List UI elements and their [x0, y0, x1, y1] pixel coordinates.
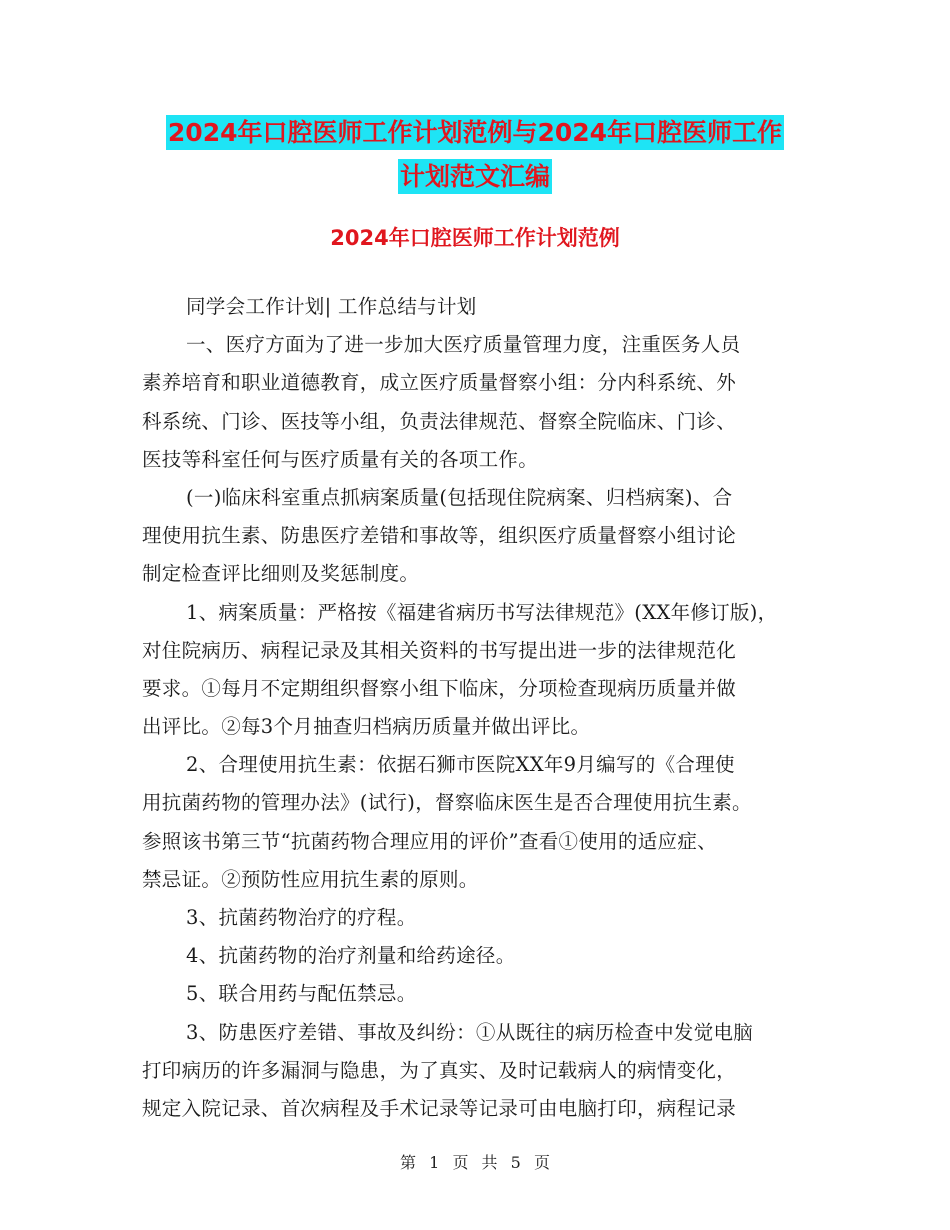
document-title-line-1: [0, 110, 950, 156]
footer-current-page: 1: [429, 1153, 440, 1172]
text-line: 出评比。②每3个月抽查归档病历质量并做出评比。: [142, 715, 591, 739]
text-line: 禁忌证。②预防性应用抗生素的原则。: [142, 867, 479, 891]
text-line: 同学会工作计划| 工作总结与计划: [186, 295, 477, 318]
text-line: 3、防患医疗差错、事故及纠纷：①从既往的病历检查中发觉电脑: [186, 1020, 754, 1044]
text-line: 2、合理使用抗生素：依据石狮市医院XX年9月编写的《合理使: [186, 753, 735, 777]
page-footer: [0, 1150, 950, 1173]
footer-prefix: 第: [400, 1153, 417, 1172]
text-line: 参照该书第三节“抗菌药物合理应用的评价”查看①使用的适应症、: [142, 829, 717, 853]
text-line: 3、抗菌药物治疗的疗程。: [186, 906, 417, 929]
text-line: 一、医疗方面为了进一步加大医疗质量管理力度，注重医务人员: [186, 333, 741, 357]
body-text: [142, 288, 822, 1128]
text-line: 理使用抗生素、防患医疗差错和事故等，组织医疗质量督察小组讨论: [142, 524, 737, 548]
text-line: 用抗菌药物的管理办法》(试行)，督察临床医生是否合理使用抗生素。: [142, 791, 752, 815]
footer-suffix: 页: [533, 1153, 550, 1172]
title-highlight-2: 计划范文汇编: [398, 159, 552, 194]
footer-total-pages: 5: [510, 1153, 521, 1172]
footer-page-word: 页: [452, 1153, 469, 1172]
text-line: 1、病案质量：严格按《福建省病历书写法律规范》(XX年修订版)，: [186, 600, 778, 624]
text-line: 规定入院记录、首次病程及手术记录等记录可由电脑打印，病程记录: [142, 1096, 737, 1120]
section-title: 2024年口腔医师工作计划范例: [330, 226, 620, 250]
text-line: 医技等科室任何与医疗质量有关的各项工作。: [142, 447, 539, 471]
text-line: 科系统、门诊、医技等小组，负责法律规范、督察全院临床、门诊、: [142, 409, 737, 433]
title-highlight-1: 2024年口腔医师工作计划范例与2024年口腔医师工作: [166, 115, 784, 150]
text-line: 素养培育和职业道德教育，成立医疗质量督察小组：分内科系统、外: [142, 371, 737, 395]
text-line: 要求。①每月不定期组织督察小组下临床，分项检查现病历质量并做: [142, 676, 737, 700]
text-line: (一)临床科室重点抓病案质量(包括现住院病案、归档病案)、合: [186, 485, 733, 509]
footer-total-prefix: 共: [481, 1153, 498, 1172]
text-line: 制定检查评比细则及奖惩制度。: [142, 562, 420, 586]
text-line: 4、抗菌药物的治疗剂量和给药途径。: [186, 944, 516, 968]
text-line: 对住院病历、病程记录及其相关资料的书写提出进一步的法律规范化: [142, 638, 737, 662]
text-line: 5、联合用药与配伍禁忌。: [186, 982, 417, 1006]
text-line: 打印病历的许多漏洞与隐患，为了真实、及时记载病人的病情变化，: [142, 1058, 737, 1082]
document-title-line-2: [0, 154, 950, 200]
